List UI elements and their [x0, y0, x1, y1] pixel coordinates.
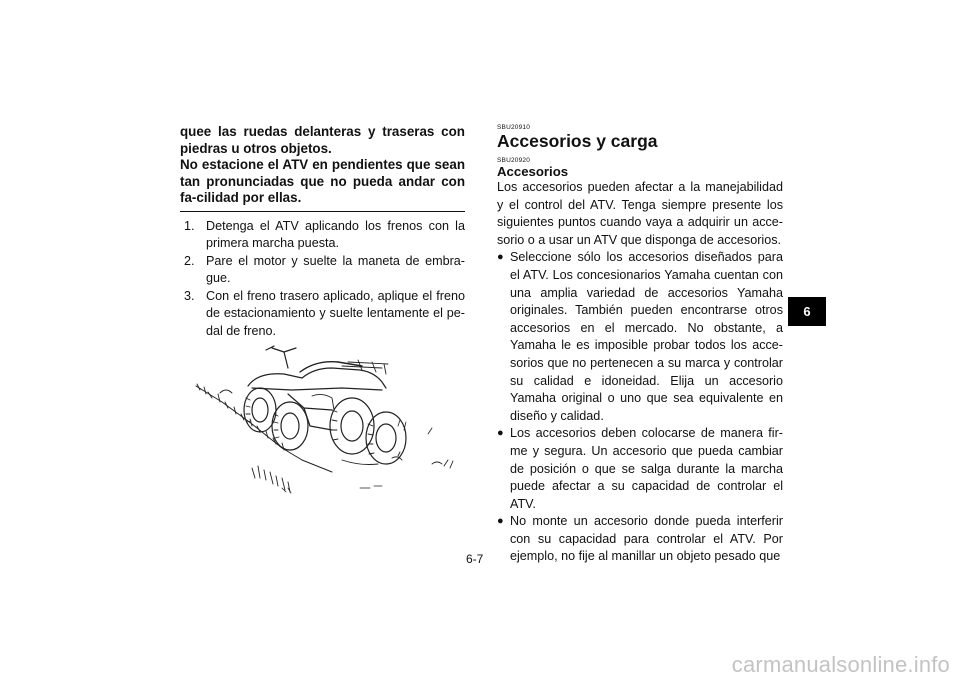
bullet-text: Los accesorios deben colocarse de manera fir-me y segura. Un accesorio que pueda cambiar de posición o que se salga durante la marcha puede afectar a su capacidad de controlar el ATV.: [510, 426, 783, 511]
warning-line-1: quee las ruedas delanteras y traseras con piedras u otros objetos.: [180, 124, 465, 156]
bullet-item: [497, 425, 783, 513]
bullet-item: [497, 513, 783, 566]
subsection-title: Accesorios: [497, 164, 569, 179]
left-column: [180, 124, 465, 340]
bullet-item: [497, 249, 783, 425]
section-title: Accesorios y carga: [497, 131, 658, 151]
step-number: 2.: [184, 253, 195, 268]
step-number: 3.: [184, 288, 195, 303]
warning-divider: [180, 211, 465, 212]
right-column: [497, 124, 783, 566]
atv-parked-on-slope-illustration: [192, 338, 464, 496]
section-code: SBU20910: [497, 124, 531, 131]
bullet-icon: ●: [497, 427, 504, 440]
page-number: 6-7: [466, 552, 484, 566]
parking-steps-list: [180, 218, 465, 341]
chapter-tab: 6: [788, 297, 826, 326]
step-item: [180, 253, 465, 288]
bullet-icon: ●: [497, 251, 504, 264]
bullet-icon: ●: [497, 515, 504, 528]
subsection-code: SBU20920: [497, 157, 531, 164]
warning-line-2: No estacione el ATV en pendientes que sean tan pronunciadas que no pueda andar con fa-cilidad por ellas.: [180, 157, 465, 206]
step-item: [180, 288, 465, 341]
step-text: Detenga el ATV aplicando los frenos con la primera marcha puesta.: [206, 218, 465, 251]
step-text: Con el freno trasero aplicado, aplique el freno de estacionamiento y suelte lentamente el pe-dal de freno.: [206, 288, 465, 338]
bullet-text: Seleccione sólo los accesorios diseñados para el ATV. Los concesionarios Yamaha cuentan con una amplia variedad de accesorios Yamaha originales. También pueden encontrarse otros accesorios en el mercado. No obstante, a Yamaha le es imposible probar todos los acce-sorios que no pertenecen a su marca y controlar su calidad e idoneidad. Elija un accesorio Yamaha original o uno que sea equivalente en diseño y calidad.: [510, 250, 783, 423]
intro-paragraph: Los accesorios pueden afectar a la manejabilidad y el control del ATV. Tenga siempre presente los siguientes puntos cuando vaya a adquirir un acce-sorio o a usar un ATV que disponga de accesorios.: [497, 180, 783, 247]
watermark: carmanualsonline.info: [731, 652, 950, 677]
step-number: 1.: [184, 218, 195, 233]
accessory-bullets-list: [497, 249, 783, 566]
bullet-text: No monte un accesorio donde pueda interferir con su capacidad para controlar el ATV. Por ejemplo, no fije al manillar un objeto pesado que: [510, 514, 783, 564]
step-text: Pare el motor y suelte la maneta de embra-gue.: [206, 253, 465, 286]
step-item: [180, 218, 465, 253]
